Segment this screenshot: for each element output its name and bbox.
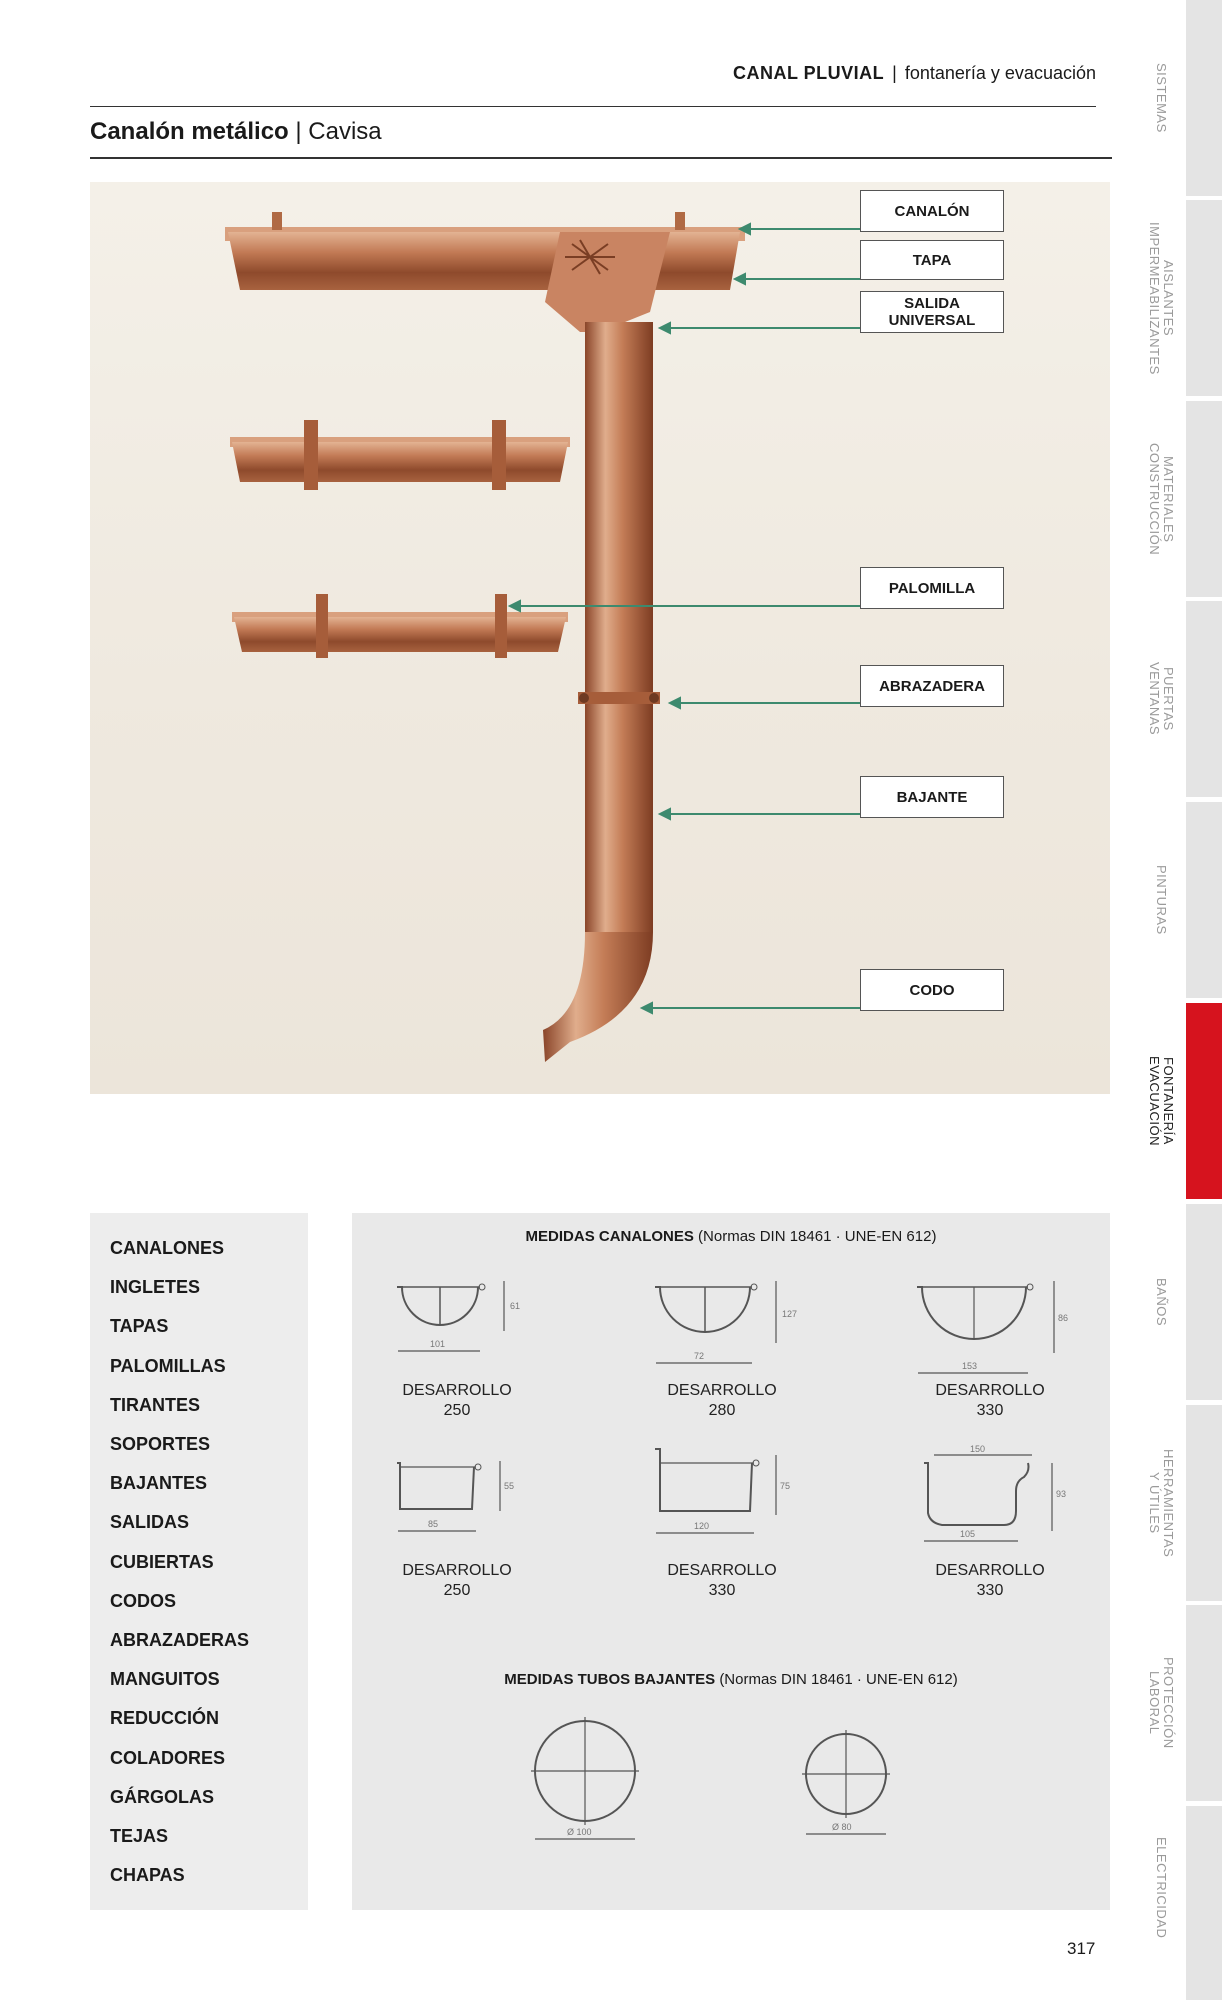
tab-label-materiales	[1137, 401, 1185, 597]
list-item[interactable]: REDUCCIÓN	[110, 1708, 220, 1729]
dim-w: 85	[428, 1519, 439, 1529]
desarrollo-value: 330	[708, 1582, 736, 1599]
label-bajante: BAJANTE	[860, 776, 1004, 818]
side-tabs	[1186, 0, 1222, 2000]
list-item[interactable]: PALOMILLAS	[110, 1355, 226, 1376]
label-canalon: CANALÓN	[860, 190, 1004, 232]
desarrollo-label	[377, 1381, 537, 1421]
desarrollo-text: DESARROLLO	[667, 1382, 777, 1399]
diameter-label: Ø 100	[567, 1827, 592, 1837]
list-item[interactable]: BAJANTES	[110, 1473, 208, 1494]
label-salida-universal: SALIDA UNIVERSAL	[860, 291, 1004, 333]
tab-text-pinturas: PINTURAS	[1154, 865, 1169, 935]
desarrollo-text: DESARROLLO	[402, 1562, 512, 1579]
title-separator: |	[295, 118, 302, 145]
bajantes-title-text: MEDIDAS TUBOS BAJANTES	[504, 1671, 716, 1688]
label-tapa: TAPA	[860, 240, 1004, 280]
dim-h: 61	[510, 1301, 521, 1311]
gutter-diagram-square-250	[392, 1453, 522, 1543]
section-title: CANAL PLUVIAL	[733, 63, 885, 83]
tab-proteccion[interactable]	[1186, 1605, 1222, 1801]
dim-h: 93	[1056, 1489, 1067, 1499]
desarrollo-value: 280	[708, 1402, 736, 1419]
tab-label-pinturas	[1137, 802, 1185, 998]
tab-label-electricidad	[1137, 1790, 1185, 1986]
tab-label-puertas	[1137, 601, 1185, 797]
list-item[interactable]: GÁRGOLAS	[110, 1786, 215, 1807]
diameter-label: Ø 80	[832, 1822, 852, 1832]
desarrollo-label	[910, 1381, 1070, 1421]
list-item[interactable]: SALIDAS	[110, 1512, 190, 1533]
downpipe	[543, 322, 660, 1062]
measurements-panel	[352, 1213, 1110, 1910]
page-header	[90, 55, 1096, 107]
product-name: Canalón metálico	[90, 118, 289, 145]
universal-outlet	[545, 232, 670, 332]
dim-w: 127	[782, 1309, 798, 1319]
downpipe-diagram-80	[800, 1728, 900, 1848]
middle-gutter	[230, 420, 570, 490]
desarrollo-text: DESARROLLO	[667, 1562, 777, 1579]
label-abrazadera: ABRAZADERA	[860, 665, 1004, 707]
tab-text-electricidad: ELECTRICIDAD	[1154, 1837, 1169, 1939]
gutter-diagram-square-330	[650, 1441, 800, 1551]
header-separator: |	[892, 63, 897, 83]
tab-label-sistemas	[1137, 0, 1185, 196]
dim-w: 101	[430, 1339, 446, 1349]
product-list	[90, 1213, 308, 1910]
dim-h: 72	[694, 1351, 705, 1361]
gutter-diagram-250	[392, 1273, 522, 1363]
list-item[interactable]: TAPAS	[110, 1316, 169, 1337]
tab-electricidad[interactable]	[1186, 1806, 1222, 2000]
list-item[interactable]: INGLETES	[110, 1277, 201, 1298]
tab-text-banos: BAÑOS	[1154, 1277, 1169, 1326]
tab-herramientas[interactable]	[1186, 1405, 1222, 1601]
desarrollo-value: 330	[976, 1582, 1004, 1599]
list-item[interactable]: CHAPAS	[110, 1865, 185, 1886]
label-codo: CODO	[860, 969, 1004, 1011]
tab-banos[interactable]	[1186, 1204, 1222, 1400]
list-item[interactable]: CODOS	[110, 1590, 177, 1611]
tab-puertas[interactable]	[1186, 601, 1222, 797]
page-title	[90, 118, 382, 146]
label-palomilla: PALOMILLA	[860, 567, 1004, 609]
desarrollo-label	[377, 1561, 537, 1601]
page-number: 317	[1067, 1939, 1096, 1958]
list-item[interactable]: TIRANTES	[110, 1394, 200, 1415]
header-section	[733, 63, 1096, 84]
gutter-diagram-330	[912, 1273, 1072, 1383]
gutter-diagram-280	[650, 1273, 800, 1373]
bajantes-norm-text: (Normas DIN 18461 · UNE-EN 612)	[719, 1671, 958, 1688]
product-photo	[90, 182, 1110, 1094]
tab-text-herramientas: HERRAMIENTAS Y ÚTILES	[1147, 1448, 1176, 1558]
list-item[interactable]: CUBIERTAS	[110, 1551, 214, 1572]
canalones-norm-text: (Normas DIN 18461 · UNE-EN 612)	[698, 1228, 937, 1245]
tab-label-fontaneria	[1137, 1003, 1185, 1199]
desarrollo-text: DESARROLLO	[935, 1382, 1045, 1399]
desarrollo-text: DESARROLLO	[935, 1562, 1045, 1579]
tab-fontaneria[interactable]	[1186, 1003, 1222, 1199]
tab-sistemas[interactable]	[1186, 0, 1222, 196]
list-item[interactable]: ABRAZADERAS	[110, 1629, 249, 1650]
list-item[interactable]: COLADORES	[110, 1747, 226, 1768]
tab-label-banos	[1137, 1204, 1185, 1400]
canalones-measurements-title	[352, 1228, 1110, 1245]
dim-top: 150	[970, 1444, 986, 1454]
tab-text-puertas: PUERTAS VENTANAS	[1147, 662, 1176, 736]
tab-label-aislantes	[1137, 200, 1185, 396]
downpipe-diagram-100	[527, 1713, 647, 1853]
tab-label-herramientas	[1137, 1405, 1185, 1601]
desarrollo-label	[642, 1561, 802, 1601]
canalones-title-text: MEDIDAS CANALONES	[525, 1228, 694, 1245]
tab-text-materiales: MATERIALES CONSTRUCCIÓN	[1147, 442, 1176, 556]
tab-label-proteccion	[1137, 1605, 1185, 1801]
desarrollo-value: 250	[443, 1582, 471, 1599]
dim-h: 75	[780, 1481, 791, 1491]
brand-name: Cavisa	[308, 118, 382, 145]
list-item[interactable]: CANALONES	[110, 1238, 225, 1259]
tab-text-proteccion: PROTECCIÓN LABORAL	[1147, 1657, 1176, 1749]
desarrollo-text: DESARROLLO	[402, 1382, 512, 1399]
desarrollo-value: 330	[976, 1402, 1004, 1419]
desarrollo-label	[910, 1561, 1070, 1601]
gutter-diagram-ogee-330	[912, 1441, 1072, 1556]
tab-aislantes[interactable]	[1186, 200, 1222, 396]
dim-h: 86	[1058, 1313, 1069, 1323]
tab-text-aislantes: AISLANTES IMPERMEABILIZANTES	[1147, 221, 1176, 375]
desarrollo-value: 250	[443, 1402, 471, 1419]
list-item[interactable]: TEJAS	[110, 1825, 169, 1846]
list-item[interactable]: SOPORTES	[110, 1434, 211, 1455]
tab-materiales[interactable]	[1186, 401, 1222, 597]
tab-pinturas[interactable]	[1186, 802, 1222, 998]
tab-text-sistemas: SISTEMAS	[1154, 63, 1169, 133]
dim-w: 153	[962, 1361, 978, 1371]
dim-h: 55	[504, 1481, 515, 1491]
dim-w: 120	[694, 1521, 710, 1531]
desarrollo-label	[642, 1381, 802, 1421]
title-divider	[90, 157, 1112, 159]
bajantes-measurements-title	[352, 1671, 1110, 1688]
dim-w: 105	[960, 1529, 976, 1539]
section-subtitle: fontanería y evacuación	[904, 63, 1096, 83]
top-gutter	[225, 212, 745, 290]
tab-text-fontaneria: FONTANERÍA EVACUACIÓN	[1147, 1056, 1176, 1146]
list-item[interactable]: MANGUITOS	[110, 1669, 220, 1690]
